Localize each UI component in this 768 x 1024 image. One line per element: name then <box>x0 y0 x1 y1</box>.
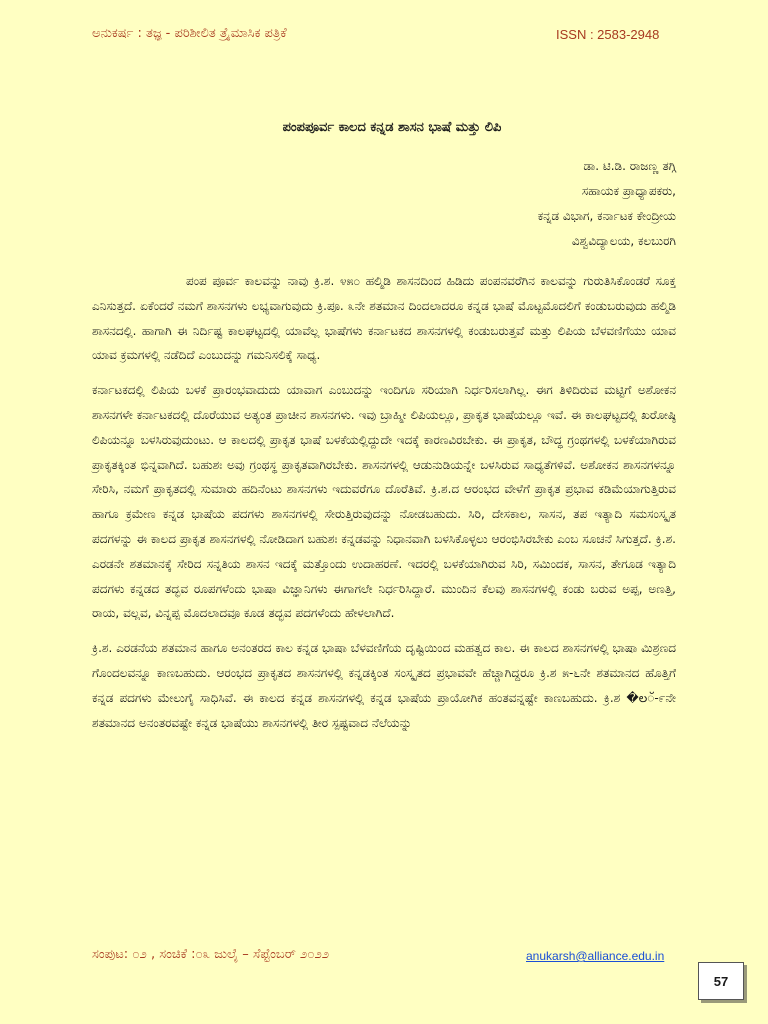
page-number: 57 <box>698 962 744 1000</box>
author-university: ವಿಶ್ವವಿದ್ಯಾಲಯ, ಕಲಬುರಗಿ <box>571 234 676 248</box>
issue-info: ಸಂಪುಟ: ೦೨ , ಸಂಚಿಕೆ :೦೩ ಜುಲೈ – ಸೆಪ್ಟೆಂಬರ್ ೨೦೨೨ <box>92 947 330 962</box>
author-block <box>538 154 676 254</box>
journal-name: ಅನುಕರ್ಷ : ತಜ್ಞ - ಪರಿಶೀಲಿತ ತ್ರೈಮಾಸಿಕ ಪತ್ರಿಕೆ <box>92 26 287 41</box>
author-department: ಕನ್ನಡ ವಿಭಾಗ, ಕರ್ನಾಟಕ ಕೇಂದ್ರೀಯ <box>537 209 676 223</box>
paragraph: ಕರ್ನಾಟಕದಲ್ಲಿ ಲಿಪಿಯ ಬಳಕೆ ಪ್ರಾರಂಭವಾದುದು ಯಾವಾಗ ಎಂಬುದನ್ನು ಇಂದಿಗೂ ಸರಿಯಾಗಿ ನಿರ್ಧರಿಸಲಾಗಿಲ್ಲ. ಈಗ ತಿಳಿದಿರುವ ಮಟ್ಟಿಗೆ ಅಶೋಕನ ಶಾಸನಗಳೇ ಕರ್ನಾಟಕದಲ್ಲಿ ದೊರೆಯುವ ಅತ್ಯಂತ ಪ್ರಾಚೀನ ಶಾಸನಗಳು. ಇವು ಬ್ರಾಹ್ಮೀ ಲಿಪಿಯಲ್ಲೂ, ಪ್ರಾಕೃತ ಭಾಷೆಯಲ್ಲೂ ಇವೆ. ಈ ಕಾಲಘಟ್ಟದಲ್ಲಿ ಖರೋಷ್ಠಿ ಲಿಪಿಯನ್ನೂ ಬಳಸಿರುವುದುಂಟು. ಆ ಕಾಲದಲ್ಲಿ ಪ್ರಾಕೃತ ಭಾಷೆ ಬಳಕೆಯಲ್ಲಿದ್ದುದೇ ಇದಕ್ಕೆ ಕಾರಣವಿರಬೇಕು. ಈ ಪ್ರಾಕೃತ, ಬೌದ್ಧ ಗ್ರಂಥಗಳಲ್ಲಿ ಬಳಕೆಯಾಗಿರುವ ಪ್ರಾಕೃತಕ್ಕಿಂತ ಭಿನ್ನವಾಗಿದೆ. ಬಹುಶಃ ಅವು ಗ್ರಂಥಸ್ಥ ಪ್ರಾಕೃತವಾಗಿರಬೇಕು. ಶಾಸನಗಳಲ್ಲಿ ಆಡುನುಡಿಯನ್ನೇ ಬಳಸಿರುವ ಸಾಧ್ಯತೆಗಳಿವೆ. ಅಶೋಕನ ಶಾಸನಗಳನ್ನೂ ಸೇರಿಸಿ, ನಮಗೆ ಪ್ರಾಕೃತದಲ್ಲಿ ಸುಮಾರು ಹದಿನೆಂಟು ಶಾಸನಗಳು ಇದುವರೆಗೂ ದೊರೆತಿವೆ. ಕ್ರಿ.ಶ.ದ ಆರಂಭದ ವೇಳೆಗೆ ಪ್ರಾಕೃತ ಪ್ರಭಾವ ಕಡಿಮೆಯಾಗುತ್ತಿರುವ ಹಾಗೂ ಕ್ರಮೇಣ ಕನ್ನಡ ಭಾಷೆಯ ಪದಗಳು ಶಾಸನಗಳಲ್ಲಿ ಸೇರುತ್ತಿರುವುದನ್ನು ನೋಡಬಹುದು. ಸಿರಿ, ದೇಸಕಾಲ, ಸಾಸನ, ತಪ ಇತ್ಯಾದಿ ಸಮಸಂಸ್ಕೃತ ಪದಗಳನ್ನು ಈ ಕಾಲದ ಪ್ರಾಕೃತ ಶಾಸನಗಳಲ್ಲಿ ನೋಡಿದಾಗ ಬಹುಶಃ ಕನ್ನಡವನ್ನು ನಿಧಾನವಾಗಿ ಬಳಸಿಕೊಳ್ಳಲು ಆರಂಭಿಸಿರಬೇಕು ಎಂಬ ಸೂಚನೆ ಸಿಗುತ್ತದೆ. ಕ್ರಿ.ಶ. ಎರಡನೇ ಶತಮಾನಕ್ಕೆ ಸೇರಿದ ಸನ್ನತಿಯ ಶಾಸನ ಇದಕ್ಕೆ ಮತ್ತೊಂದು ಉದಾಹರಣೆ. ಇದರಲ್ಲಿ ಬಳಕೆಯಾಗಿರುವ ಸಿರಿ, ಸಮಿಂದಕ, ಸಾಸನ, ತೇಗೂಡ ಇತ್ಯಾದಿ ಪದಗಳು ಕನ್ನಡದ ತದ್ಭವ ರೂಪಗಳೆಂದು ಭಾಷಾ ವಿಜ್ಞಾನಿಗಳು ಈಗಾಗಲೇ ನಿರ್ಧರಿಸಿದ್ದಾರೆ. ಮುಂದಿನ ಕೆಲವು ಶಾಸನಗಳಲ್ಲಿ ಕಂಡು ಬರುವ ಅಪ್ಪ, ಅಣತ್ತಿ, ರಾಯ, ವಲ್ಲವ, ವಿನ್ನಪ್ಪ ಮೊದಲಾದವೂ ಕೂಡ ತದ್ಭವ ಪದಗಳೆಂದು ಹೇಳಲಾಗಿದೆ. <box>92 383 676 621</box>
article-title: ಪಂಪಪೂರ್ವ ಕಾಲದ ಕನ್ನಡ ಶಾಸನ ಭಾಷೆ ಮತ್ತು ಲಿಪಿ <box>282 120 502 135</box>
author-designation: ಸಹಾಯಕ ಪ್ರಾಧ್ಯಾಪಕರು, <box>581 184 676 198</box>
paragraph: ಕ್ರಿ.ಶ. ಎರಡನೆಯ ಶತಮಾನ ಹಾಗೂ ಅನಂತರದ ಕಾಲ ಕನ್ನಡ ಭಾಷಾ ಬೆಳವಣಿಗೆಯ ದೃಷ್ಟಿಯಿಂದ ಮಹತ್ವದ ಕಾಲ. ಈ ಕಾಲದ ಶಾಸನಗಳಲ್ಲಿ ಭಾಷಾ ಮಿಶ್ರಣದ ಗೊಂದಲವನ್ನೂ ಕಾಣಬಹುದು. ಆರಂಭದ ಪ್ರಾಕೃತದ ಶಾಸನಗಳಲ್ಲಿ ಕನ್ನಡಕ್ಕಿಂತ ಸಂಸ್ಕೃತದ ಪ್ರಭಾವವೇ ಹೆಚ್ಚಾಗಿದ್ದರೂ ಕ್ರಿ.ಶ ೫-೬ನೇ ಶತಮಾನದ ಹೊತ್ತಿಗೆ ಕನ್ನಡ ಪದಗಳು ಮೇಲುಗೈ ಸಾಧಿಸಿವೆ. ಈ ಕಾಲದ ಕನ್ನಡ ಶಾಸನಗಳಲ್ಲಿ ಕನ್ನಡ ಭಾಷೆಯ ಪ್ರಾಯೋಗಿಕ ಹಂತವನ್ನಷ್ಟೇ ಕಾಣಬಹುದು. ಕ್ರಿ.ಶ �లॅ-೯ನೇ ಶತಮಾನದ ಅನಂತರವಷ್ಟೇ ಕನ್ನಡ ಭಾಷೆಯು ಶಾಸನಗಳಲ್ಲಿ ತೀರ ಸ್ಪಷ್ಟವಾದ ನೆಲೆಯನ್ನು <box>92 641 676 730</box>
paragraph: ಪಂಪ ಪೂರ್ವ ಕಾಲವನ್ನು ನಾವು ಕ್ರಿ.ಶ. ೪೫೦ ಹಲ್ಮಿಡಿ ಶಾಸನದಿಂದ ಹಿಡಿದು ಪಂಪನವರೆಗಿನ ಕಾಲವನ್ನು ಗುರುತಿಸಿಕೊಂಡರೆ ಸೂಕ್ತ ಎನಿಸುತ್ತದೆ. ಏಕೆಂದರೆ ನಮಗೆ ಶಾಸನಗಳು ಲಭ್ಯವಾಗುವುದು ಕ್ರಿ.ಪೂ. ೩ನೇ ಶತಮಾನ ದಿಂದಲಾದರೂ ಕನ್ನಡ ಭಾಷೆ ಮೊಟ್ಟಮೊದಲಿಗೆ ಕಂಡುಬರುವುದು ಹಲ್ಮಿಡಿ ಶಾಸನದಲ್ಲಿ. ಹಾಗಾಗಿ ಈ ನಿರ್ದಿಷ್ಟ ಕಾಲಘಟ್ಟದಲ್ಲಿ ಯಾವೆಲ್ಲ ಭಾಷೆಗಳು ಕರ್ನಾಟಕದ ಶಾಸನಗಳಲ್ಲಿ ಕಂಡುಬರುತ್ತವೆ ಮತ್ತು ಲಿಪಿಯ ಬೆಳವಣಿಗೆಯು ಯಾವ ಯಾವ ಕ್ರಮಗಳಲ್ಲಿ ನಡೆದಿದೆ ಎಂಬುದನ್ನು ಗಮನಿಸಲಿಕ್ಕೆ ಸಾಧ್ಯ. <box>92 274 676 363</box>
email-link[interactable]: anukarsh@alliance.edu.in <box>526 949 665 963</box>
issn-number: ISSN : 2583-2948 <box>556 27 660 42</box>
article-body <box>92 269 676 745</box>
author-name: ಡಾ. ಟಿ.ಡಿ. ರಾಜಣ್ಣ ತಗ್ಗಿ <box>583 159 676 173</box>
